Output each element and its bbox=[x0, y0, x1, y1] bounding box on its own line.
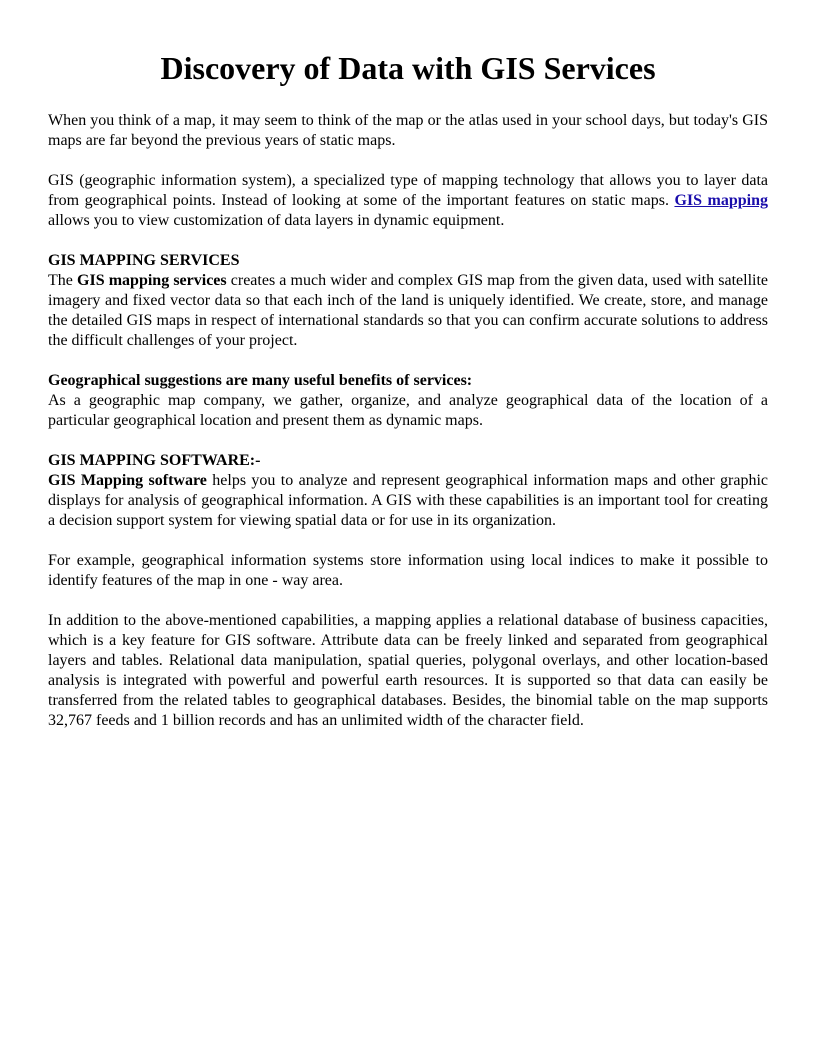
gis-definition-text: GIS (geographic information system), a specialized type of mapping technology that allows you to layer data from geographical points. Instead of looking at some of the important features on static maps. bbox=[48, 172, 768, 209]
document-page bbox=[48, 48, 768, 751]
software-text: helps you to analyze and represent geographical information maps and other graphic displays for analysis of geographical information. A GIS with these capabilities is an important tool for creating a decision support system for viewing spatial data or for use in its organization. bbox=[48, 472, 768, 529]
software-heading: GIS MAPPING SOFTWARE:- bbox=[48, 452, 261, 469]
services-text: creates a much wider and complex GIS map from the given data, used with satellite imagery and fixed vector data so that each inch of the land is uniquely identified. We create, store, and manage the detailed GIS maps in respect of international standards so that you can confirm accurate solutions to address the difficult challenges of your project. bbox=[48, 272, 768, 349]
gis-definition-paragraph bbox=[48, 171, 768, 231]
services-lead: The bbox=[48, 272, 78, 289]
example-paragraph: For example, geographical information systems store information using local indices to make it possible to identify features of the map in one - way area. bbox=[48, 552, 768, 589]
benefits-text: As a geographic map company, we gather, organize, and analyze geographical data of the location of a particular geographical location and present them as dynamic maps. bbox=[48, 392, 768, 429]
services-section bbox=[48, 251, 768, 351]
gis-mapping-link[interactable]: GIS mapping bbox=[674, 192, 768, 209]
intro-paragraph: When you think of a map, it may seem to think of the map or the atlas used in your school days, but today's GIS maps are far beyond the previous years of static maps. bbox=[48, 112, 768, 149]
services-heading: GIS MAPPING SERVICES bbox=[48, 252, 240, 269]
benefits-section bbox=[48, 371, 768, 431]
capabilities-paragraph: In addition to the above-mentioned capabilities, a mapping applies a relational database of business capacities, which is a key feature for GIS software. Attribute data can be freely linked and separated from geographical layers and tables. Relational data manipulation, spatial queries, polygonal overlays, and other location-based analysis is integrated with powerful and powerful earth resources. It is supported so that data can easily be transferred from the related tables to geographical databases. Besides, the binomial table on the map supports 32,767 feeds and 1 billion records and has an unlimited width of the character field. bbox=[48, 612, 768, 729]
benefits-heading: Geographical suggestions are many useful benefits of services: bbox=[48, 372, 473, 389]
services-bold-term: GIS mapping services bbox=[77, 272, 227, 289]
software-bold-term: GIS Mapping software bbox=[48, 472, 207, 489]
gis-definition-text-end: allows you to view customization of data layers in dynamic equipment. bbox=[48, 212, 505, 229]
software-section bbox=[48, 451, 768, 531]
page-title: Discovery of Data with GIS Services bbox=[160, 50, 656, 86]
